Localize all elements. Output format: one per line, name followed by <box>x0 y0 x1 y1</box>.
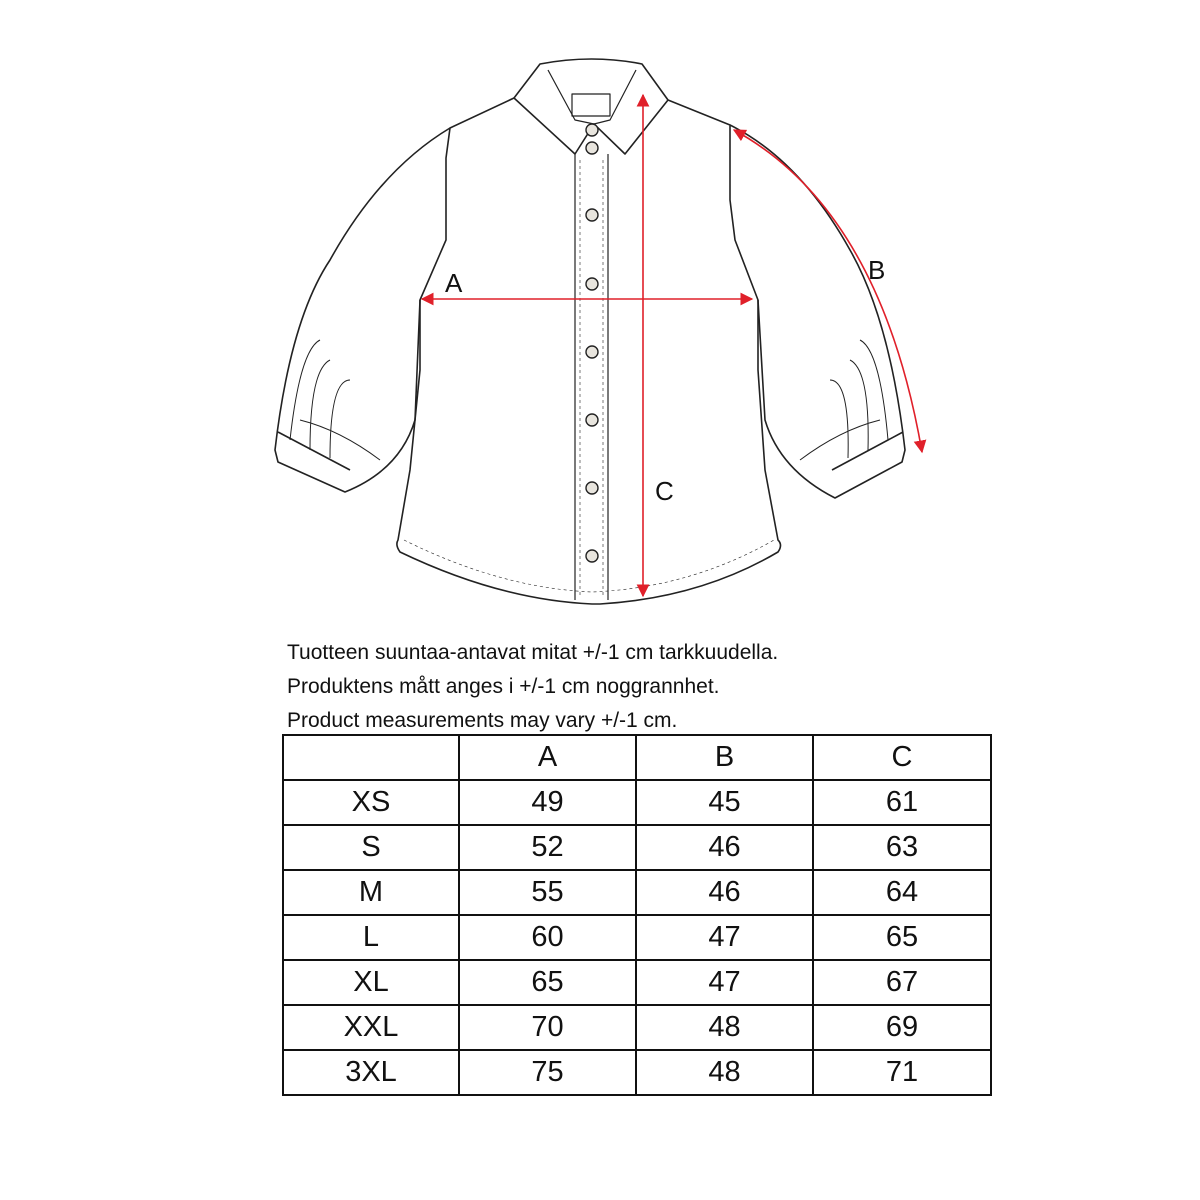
table-header-row <box>283 735 991 780</box>
value-a: 75 <box>459 1050 636 1095</box>
note-finnish: Tuotteen suuntaa-antavat mitat +/-1 cm tarkkuudella. <box>287 641 779 664</box>
value-b: 48 <box>636 1050 813 1095</box>
table-row <box>283 780 991 825</box>
size-label: S <box>283 825 459 870</box>
measure-line-b <box>734 130 922 452</box>
label-c: C <box>655 476 674 506</box>
value-c: 69 <box>813 1005 991 1050</box>
left-sleeve <box>275 128 450 492</box>
brand-tag <box>572 94 610 116</box>
button-icon <box>586 209 598 221</box>
value-a: 52 <box>459 825 636 870</box>
value-a: 49 <box>459 780 636 825</box>
header-c: C <box>813 735 991 780</box>
value-b: 47 <box>636 960 813 1005</box>
value-b: 45 <box>636 780 813 825</box>
value-b: 47 <box>636 915 813 960</box>
value-c: 64 <box>813 870 991 915</box>
table-row <box>283 1005 991 1050</box>
table-row <box>283 1050 991 1095</box>
measurement-notes <box>287 636 1087 738</box>
table-row <box>283 960 991 1005</box>
button-icon <box>586 414 598 426</box>
note-english: Product measurements may vary +/-1 cm. <box>287 709 678 732</box>
button-icon <box>586 346 598 358</box>
button-icon <box>586 278 598 290</box>
size-label: M <box>283 870 459 915</box>
value-b: 48 <box>636 1005 813 1050</box>
value-b: 46 <box>636 825 813 870</box>
label-b: B <box>868 255 886 285</box>
value-c: 65 <box>813 915 991 960</box>
value-a: 60 <box>459 915 636 960</box>
value-c: 71 <box>813 1050 991 1095</box>
button-icon <box>586 142 598 154</box>
shirt-outline <box>275 59 905 604</box>
size-label: XXL <box>283 1005 459 1050</box>
value-c: 67 <box>813 960 991 1005</box>
right-sleeve <box>730 125 905 498</box>
value-a: 55 <box>459 870 636 915</box>
table-row <box>283 870 991 915</box>
size-label: 3XL <box>283 1050 459 1095</box>
button-icon <box>586 482 598 494</box>
value-a: 70 <box>459 1005 636 1050</box>
note-swedish: Produktens mått anges i +/-1 cm noggrannhet. <box>287 675 720 698</box>
header-corner <box>283 735 459 780</box>
buttons <box>586 124 598 562</box>
label-a: A <box>445 268 463 298</box>
size-label: XS <box>283 780 459 825</box>
button-icon <box>586 550 598 562</box>
button-icon <box>586 124 598 136</box>
size-chart-table <box>282 734 992 1096</box>
table-row <box>283 825 991 870</box>
header-b: B <box>636 735 813 780</box>
size-label: XL <box>283 960 459 1005</box>
value-c: 63 <box>813 825 991 870</box>
collar <box>514 59 668 154</box>
value-b: 46 <box>636 870 813 915</box>
value-a: 65 <box>459 960 636 1005</box>
table-row <box>283 915 991 960</box>
value-c: 61 <box>813 780 991 825</box>
header-a: A <box>459 735 636 780</box>
size-label: L <box>283 915 459 960</box>
